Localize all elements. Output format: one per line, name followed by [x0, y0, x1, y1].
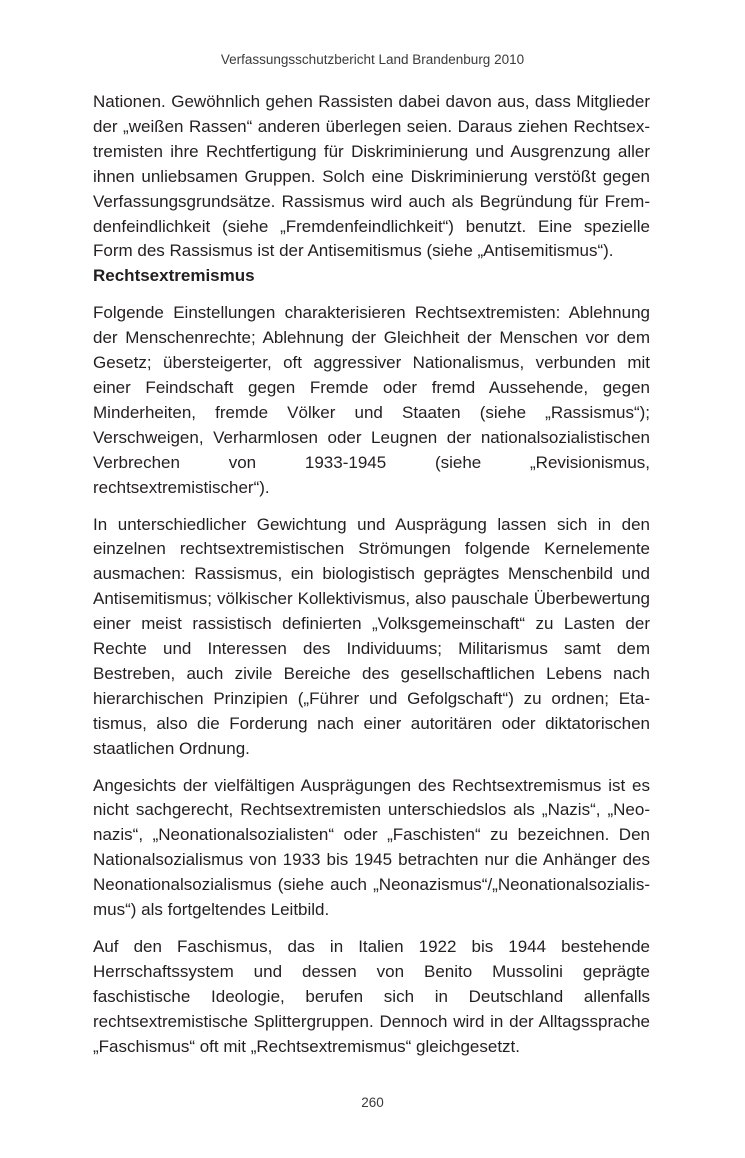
body-paragraph-2: In unterschiedlicher Gewichtung und Ausprägung lassen sich in den einzelnen rechtsextremistischen Strömungen folgende Kernelemente ausmachen: Rassismus, ein biologistisch geprägtes Menschenbild und Antisemitismus; völkischer Kollektivismus, also pauschale Überbewertung einer meist rassistisch definierten „Volksgemeinschaft“ zu Lasten der Rechte und Interessen des Individuums; Militarismus samt dem Bestreben, auch zivile Bereiche des gesellschaftlichen Lebens nach hierarchischen Prinzipien („Führer und Gefolgschaft“) zu ordnen; Etatismus, also die Forderung nach einer autoritären oder diktatorischen staatlichen Ordnung.	[93, 514, 650, 758]
section-heading: Rechtsextremismus	[93, 266, 255, 286]
body-paragraph-4: Auf den Faschismus, das in Italien 1922 bis 1944 bestehende Herrschaftssystem und dessen von Benito Mussolini geprägte faschistische Ideologie, berufen sich in Deutschland allenfalls rechtsextremistische Splittergruppen. Dennoch wird in der Alltagssprache „Faschismus“ oft mit „Rechtsextremismus“ gleichgesetzt.	[93, 937, 650, 1056]
body-paragraph-3: Angesichts der vielfältigen Ausprägungen des Rechtsextremismus ist es nicht sachgerecht, Rechtsextremisten unterschiedslos als „Nazis“, „Neonazis“, „Neonationalsozialisten“ oder „Faschisten“ zu bezeichnen. Den Nationalsozialismus von 1933 bis 1945 betrachten nur die Anhänger des Neonationalsozialismus (siehe auch „Neonazismus“/„Neonationalsozialismus“) als fortgeltendes Leitbild.	[93, 775, 650, 920]
page-number: 260	[361, 1095, 384, 1110]
body-paragraph-1: Folgende Einstellungen charakterisieren Rechtsextremisten: Ablehnung der Menschenrechte; Ablehnung der Gleichheit der Menschen vor dem Gesetz; übersteigerter, oft aggressiver Nationalismus, verbunden mit einer Feindschaft gegen Fremde oder fremd Aussehende, gegen Minderheiten, fremde Völker und Staaten (siehe „Rassismus“); Verschweigen, Verharmlosen oder Leugnen der nationalsozialistischen Verbrechen von 1933-1945 (siehe „Revisionismus, rechtsextremistischer“).	[93, 303, 650, 497]
intro-paragraph: Nationen. Gewöhnlich gehen Rassisten dabei davon aus, dass Mitglieder der „weißen Rassen“ anderen überlegen seien. Daraus ziehen Rechtsextremisten ihre Rechtfertigung für Diskriminierung und Ausgrenzung aller ihnen unliebsamen Gruppen. Solch eine Diskriminierung verstößt gegen Verfassungsgrundsätze. Rassismus wird auch als Begründung für Fremdenfeindlichkeit (siehe „Fremdenfeindlichkeit“) benutzt. Eine spezielle Form des Rassismus ist der Antisemitismus (siehe „Antisemitismus“).	[93, 92, 650, 261]
running-header: Verfassungsschutzbericht Land Brandenburg 2010	[220, 52, 525, 67]
page-body	[93, 90, 650, 1060]
